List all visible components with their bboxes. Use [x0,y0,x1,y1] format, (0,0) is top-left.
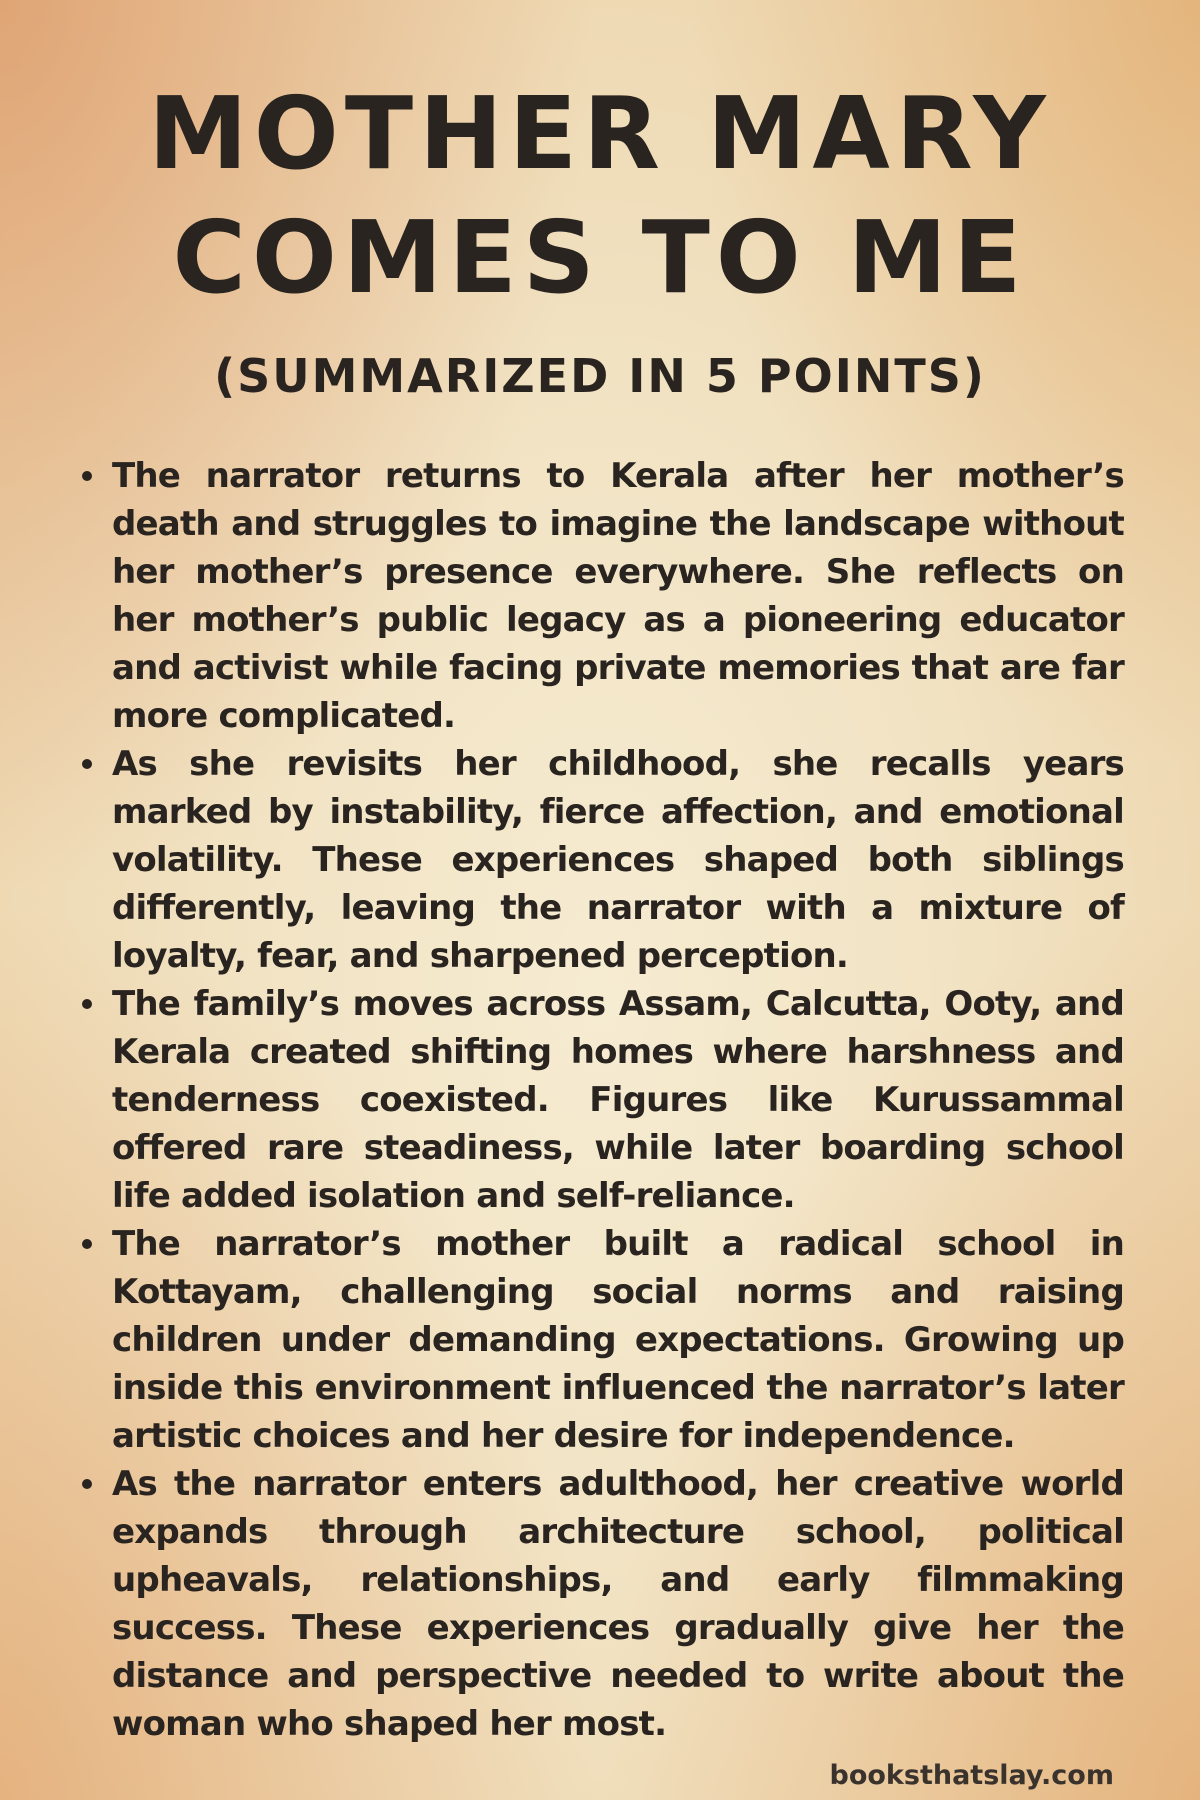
bullet-dot-icon [82,759,92,769]
bullet-dot-icon [82,1239,92,1249]
bullet-dot-icon [82,999,92,1009]
title-line-2: COMES TO ME [172,199,1028,316]
summary-point-text: As the narrator enters adulthood, her creative world expands through architecture school, political upheavals, relationships, and early filmmaking success. These experiences gradually give her the distance and perspective needed to write about the woman who shaped her most. [112,1464,1124,1744]
bullet-dot-icon [82,1479,92,1489]
summary-point-4 [82,1220,1124,1460]
summary-point-text: As she revisits her childhood, she recalls years marked by instability, fierce affection, and emotional volatility. These experiences shaped both siblings differently, leaving the narrator with a mixture of loyalty, fear, and sharpened perception. [112,744,1124,976]
summary-point-text: The narrator returns to Kerala after her mother’s death and struggles to imagine the landscape without her mother’s presence everywhere. She reflects on her mother’s public legacy as a pioneering educator and activist while facing private memories that are far more complicated. [112,456,1124,736]
bullet-dot-icon [82,471,92,481]
summary-point-text: The narrator’s mother built a radical school in Kottayam, challenging social norms and raising children under demanding expectations. Growing up inside this environment influenced the narrator’s later artistic choices and her desire for independence. [112,1224,1124,1456]
summary-point-5 [82,1460,1124,1748]
summary-point-2 [82,740,1124,980]
page-title [0,72,1200,320]
summary-point-text: The family’s moves across Assam, Calcutta, Ooty, and Kerala created shifting homes where harshness and tenderness coexisted. Figures like Kurussammal offered rare steadiness, while later boarding school life added isolation and self-reliance. [112,984,1124,1216]
summary-point-1 [82,452,1124,740]
title-line-1: MOTHER MARY [148,75,1052,192]
subtitle: (SUMMARIZED IN 5 POINTS) [214,349,986,403]
website-credit: booksthatslay.com [829,1760,1114,1791]
summary-point-3 [82,980,1124,1220]
summary-points-list [82,452,1124,1748]
